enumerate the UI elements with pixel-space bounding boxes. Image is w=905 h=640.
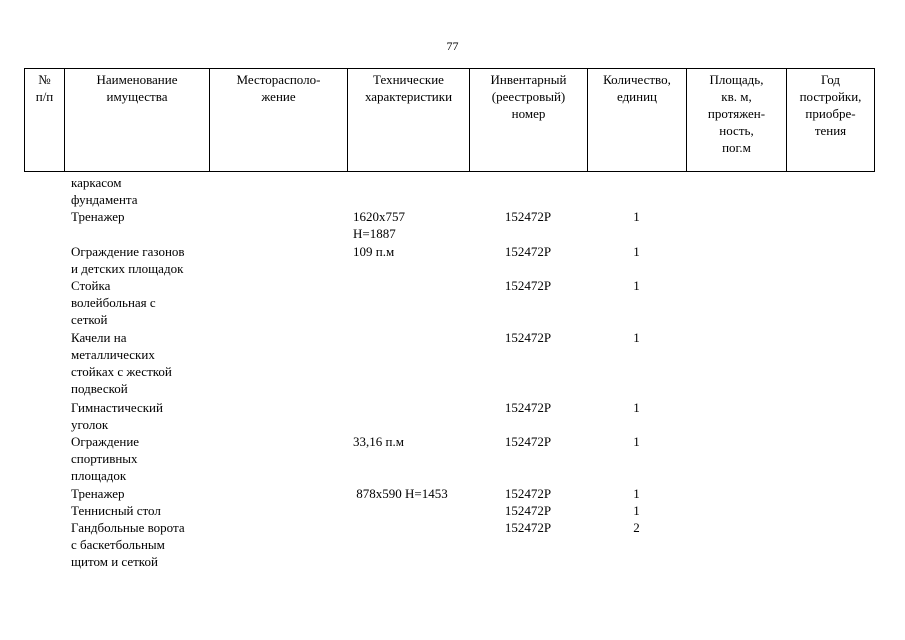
- item-quantity: 1: [633, 330, 640, 345]
- item-quantity: 1: [633, 503, 640, 518]
- item-quantity: 1: [633, 244, 640, 259]
- item-name: Ограждение спортивных площадок: [71, 434, 140, 483]
- item-inventory-number: 152472Р: [504, 434, 552, 449]
- page-number: 77: [446, 39, 459, 53]
- item-tech-specs: 878x590 H=1453: [353, 486, 448, 501]
- item-inventory-number: 152472Р: [504, 244, 552, 259]
- item-inventory-number: 152472Р: [504, 400, 552, 415]
- header-name: Наименование имущества: [65, 69, 210, 171]
- item-quantity: 1: [633, 486, 640, 501]
- item-inventory-number: 152472Р: [504, 520, 552, 535]
- item-quantity: 1: [633, 434, 640, 449]
- header-year: Год постройки, приобре- тения: [799, 72, 862, 138]
- header-location: Месторасполо- жение: [210, 69, 348, 171]
- item-name: Стойка волейбольная с сеткой: [71, 278, 156, 327]
- header-tech-specs: Технические характеристики: [348, 69, 470, 171]
- item-tech-specs: 109 п.м: [353, 244, 395, 259]
- item-name: Гимнастический уголок: [71, 400, 163, 432]
- item-quantity: 1: [633, 209, 640, 224]
- item-quantity: 1: [633, 278, 640, 293]
- header-number: № п/п: [25, 69, 65, 171]
- header-quantity: Количество, единиц: [588, 69, 687, 171]
- item-name: Тренажер: [71, 209, 125, 224]
- item-name: Ограждение газонов и детских площадок: [71, 244, 185, 276]
- item-inventory-number: 152472Р: [504, 278, 552, 293]
- item-quantity: 1: [633, 400, 640, 415]
- item-inventory-number: 152472Р: [504, 503, 552, 518]
- item-inventory-number: 152472Р: [504, 330, 552, 345]
- item-tech-specs: 1620x757 H=1887: [353, 209, 405, 241]
- item-name: каркасом фундамента: [71, 175, 138, 207]
- item-inventory-number: 152472Р: [504, 209, 552, 224]
- item-name: Качели на металлических стойках с жесткой подвеской: [71, 330, 172, 396]
- item-name: Теннисный стол: [71, 503, 161, 518]
- item-inventory-number: 152472Р: [504, 486, 552, 501]
- header-area: Площадь, кв. м, протяжен- ность, пог.м: [687, 69, 787, 171]
- item-tech-specs: 33,16 п.м: [353, 434, 404, 449]
- item-quantity: 2: [633, 520, 640, 535]
- item-name: Тренажер: [71, 486, 125, 501]
- table-header: [24, 68, 875, 172]
- header-inventory-number: Инвентарный (реестровый) номер: [470, 69, 588, 171]
- item-name: Гандбольные ворота с баскетбольным щитом и сеткой: [71, 520, 185, 569]
